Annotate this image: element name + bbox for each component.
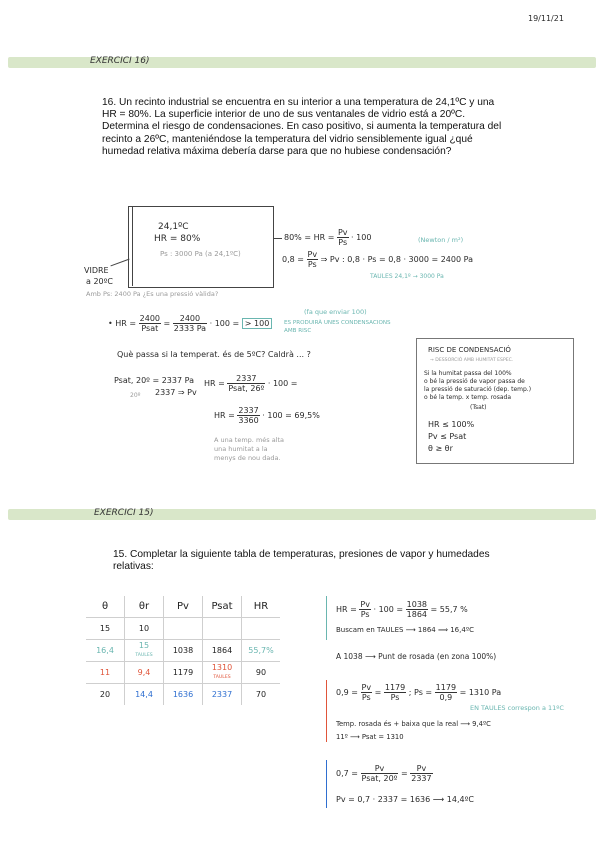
w4-frac-2 bbox=[384, 683, 406, 702]
w4-frac-3 bbox=[435, 683, 457, 702]
hr-den-2: 2333 Pa bbox=[173, 324, 207, 333]
table-cell-sub: TAULES bbox=[135, 652, 153, 658]
risc-l1: Si la humitat passa del 100% bbox=[424, 370, 512, 377]
table-cell-sub: TAULES bbox=[213, 674, 231, 680]
eq2 bbox=[282, 250, 473, 269]
work-5: EN TAULES correspon a 11ºC bbox=[470, 704, 564, 712]
margin-line-red bbox=[326, 680, 327, 742]
data-table bbox=[86, 596, 280, 705]
table-cell bbox=[203, 618, 242, 640]
w8-left: 0,7 = bbox=[336, 769, 358, 778]
work-2: Buscam en TAULES ⟶ 1864 ⟹ 16,4ºC bbox=[336, 626, 475, 634]
w4-den: Ps bbox=[361, 693, 371, 702]
eq2-right: ⇒ Pv : 0,8 · Ps = 0,8 · 3000 = 2400 Pa bbox=[320, 255, 473, 264]
note-right-3: AMB RISC bbox=[284, 328, 312, 334]
w4-right: ; Ps = bbox=[408, 688, 433, 697]
hr2 bbox=[204, 374, 297, 393]
hr-eq: = bbox=[163, 319, 171, 328]
gray-note-3: menys de nou dada. bbox=[214, 454, 281, 462]
glass-label-1: VIDRE bbox=[84, 266, 109, 275]
table-cell: 2337 bbox=[203, 684, 242, 706]
w8-num-2: Pv bbox=[410, 764, 432, 774]
eq1-right: · 100 bbox=[351, 233, 372, 242]
w1-left: HR = bbox=[336, 605, 357, 614]
table-header-row bbox=[86, 596, 280, 618]
note-taules: TAULES 24,1º → 3000 Pa bbox=[370, 273, 444, 280]
hr-line-left: • HR = bbox=[108, 319, 137, 328]
table-cell bbox=[125, 640, 164, 662]
gray-note-1: A una temp. més alta bbox=[214, 436, 285, 444]
date: 19/11/21 bbox=[528, 14, 564, 23]
hr2-den: Psat, 26º bbox=[228, 384, 265, 393]
w4-den-2: Ps bbox=[390, 693, 400, 702]
note-right-2: ES PRODUIRÀ UNES CONDENSACIONS bbox=[284, 320, 391, 326]
room-ps: Ps : 3000 Pa (a 24,1ºC) bbox=[160, 250, 241, 258]
w1-mid: · 100 = bbox=[373, 605, 404, 614]
hr-num-1: 2400 bbox=[139, 314, 160, 323]
risc-l2: o bé la pressió de vapor passa de bbox=[424, 378, 525, 385]
table-header-cell: θr bbox=[125, 596, 164, 618]
note-newton: (Newton / m²) bbox=[418, 236, 464, 244]
w4-res: = 1310 Pa bbox=[459, 688, 502, 697]
room-hr: HR = 80% bbox=[154, 234, 201, 244]
risc-f3: θ ≥ θr bbox=[428, 444, 453, 453]
hr3-left: HR = bbox=[214, 411, 235, 420]
risc-l3: la pressió de saturació (dep. temp.) bbox=[424, 386, 532, 393]
risc-f1: HR ≤ 100% bbox=[428, 420, 475, 429]
w1-num: Pv bbox=[360, 600, 370, 609]
problem-15-text: 15. Completar la siguiente tabla de temperaturas, presiones de vapor y humedades relativas: bbox=[113, 549, 490, 573]
hr-right: · 100 = bbox=[209, 319, 240, 328]
question-5c: Què passa si la temperat. és de 5ºC? Caldrà ... ? bbox=[117, 350, 311, 359]
table-row bbox=[86, 640, 280, 662]
w1-frac-1 bbox=[359, 600, 371, 619]
table-cell bbox=[164, 618, 203, 640]
hr-frac-1 bbox=[139, 314, 161, 333]
work-4 bbox=[336, 683, 501, 702]
w8-den: Psat, 20º bbox=[361, 774, 398, 783]
eq2-den: Ps bbox=[307, 260, 317, 269]
psat-sub: 20º bbox=[130, 392, 141, 399]
risc-title: RISC DE CONDENSACIÓ bbox=[428, 346, 511, 354]
table-cell-value: 1310 bbox=[211, 662, 233, 672]
w4-frac-1 bbox=[361, 683, 373, 702]
table-header-cell: Psat bbox=[203, 596, 242, 618]
risc-sub: → DESSORCIÓ AMB HUMITAT ESPEC. bbox=[430, 358, 514, 363]
gray-note-2: una humitat a la bbox=[214, 445, 268, 453]
w4-num: Pv bbox=[361, 683, 372, 692]
risc-l5: (Tsat) bbox=[470, 404, 487, 411]
hr2-right: · 100 = bbox=[267, 379, 298, 388]
section-header-ex15: EXERCICI 15) bbox=[94, 508, 154, 518]
w4-num-2: 1179 bbox=[384, 683, 406, 692]
w1-den: Ps bbox=[360, 610, 370, 619]
w8-mid: = bbox=[401, 769, 408, 778]
table-cell: 90 bbox=[242, 662, 281, 684]
w1-frac-2 bbox=[406, 600, 428, 619]
risc-l4: o bé la temp. x temp. rosada bbox=[424, 394, 512, 401]
work-8 bbox=[336, 764, 433, 783]
table-cell: 55,7% bbox=[242, 640, 281, 662]
w1-right: = 55,7 % bbox=[430, 605, 468, 614]
table-header-cell: Pv bbox=[164, 596, 203, 618]
hr2-frac bbox=[227, 374, 265, 393]
w1-den-2: 1864 bbox=[406, 610, 427, 619]
hr-den-1: Psat bbox=[141, 324, 159, 333]
work-9: Pv = 0,7 · 2337 = 1636 ⟶ 14,4ºC bbox=[336, 795, 474, 804]
table-row bbox=[86, 662, 280, 684]
table-cell: 1179 bbox=[164, 662, 203, 684]
hr3-right: · 100 = 69,5% bbox=[262, 411, 320, 420]
table-cell: 9,4 bbox=[125, 662, 164, 684]
work-3: A 1038 ⟶ Punt de rosada (en zona 100%) bbox=[336, 652, 497, 661]
hr3-num: 2337 bbox=[238, 406, 259, 415]
table-cell bbox=[242, 618, 281, 640]
margin-line-blue bbox=[326, 760, 327, 808]
hr-frac-2 bbox=[173, 314, 207, 333]
room-diagram bbox=[128, 206, 274, 288]
w4-num-3: 1179 bbox=[435, 683, 457, 692]
table-cell: 70 bbox=[255, 690, 267, 699]
hr3 bbox=[214, 406, 320, 425]
risc-f2: Pv ≤ Psat bbox=[428, 432, 467, 441]
psat-line bbox=[114, 376, 194, 385]
w8-frac-1 bbox=[361, 764, 399, 783]
eq1 bbox=[284, 228, 371, 247]
hr3-frac bbox=[237, 406, 259, 425]
table-cell: 10 bbox=[125, 618, 164, 640]
glass-label-2: a 20ºC bbox=[86, 277, 113, 286]
table-row bbox=[86, 684, 280, 706]
hr-result: > 100 bbox=[242, 318, 273, 329]
w4-left: 0,9 = bbox=[336, 688, 358, 697]
section-header-ex16: EXERCICI 16) bbox=[90, 56, 150, 66]
work-6: Temp. rosada és + baixa que la real ⟶ 9,4ºC bbox=[336, 720, 491, 728]
w8-den-2: 2337 bbox=[411, 774, 432, 783]
table-header-cell: θ bbox=[86, 596, 125, 618]
w1-num-2: 1038 bbox=[406, 600, 427, 609]
table-cell-value: 15 bbox=[138, 640, 150, 650]
hr-num-2: 2400 bbox=[173, 314, 207, 324]
work-1 bbox=[336, 600, 468, 619]
note-right-1: (fa que enviar 100) bbox=[304, 308, 367, 316]
psat-arrow: 2337 ⇒ Pv bbox=[155, 388, 197, 397]
table-cell: 20 bbox=[86, 684, 125, 706]
eq2-frac bbox=[307, 250, 319, 269]
eq1-num: Pv bbox=[337, 228, 348, 237]
problem-16-text: 16. Un recinto industrial se encuentra en su interior a una temperatura de 24,1ºC y una HR = 80%. La superficie interior de uno de sus ventanales de vidrio está a 20ºC. Determina el riesgo de condensaciones. En caso positivo, si aumenta la temperatura del recinto a 26ºC, manteniéndose la temperatura del vidrio sensiblemente igual ¿qué humedad relativa máxima debería darse para que no hubiese condensación? bbox=[102, 97, 502, 157]
hr2-left: HR = bbox=[204, 379, 225, 388]
glass-ps: Amb Ps: 2400 Pa ¿Es una pressió vàlida? bbox=[86, 290, 219, 298]
margin-line-teal bbox=[326, 596, 327, 640]
psat-value: 2337 Pa bbox=[161, 376, 194, 385]
glass-pane bbox=[128, 206, 133, 286]
psat-label: Psat, 20º = bbox=[114, 376, 160, 385]
table-cell: 1636 bbox=[164, 684, 203, 706]
w4-den-3: 0,9 bbox=[439, 693, 453, 702]
room-temp: 24,1ºC bbox=[158, 222, 189, 232]
table-cell: 1864 bbox=[203, 640, 242, 662]
eq2-left: 0,8 = bbox=[282, 255, 304, 264]
work-7: 11º ⟶ Psat = 1310 bbox=[336, 733, 404, 741]
eq2-num: Pv bbox=[307, 250, 318, 259]
room-to-eq-arrow bbox=[274, 238, 282, 239]
w8-num: Pv bbox=[361, 764, 399, 774]
table-cell: 14,4 bbox=[125, 684, 164, 706]
table-cell: 15 bbox=[86, 618, 125, 640]
eq1-frac bbox=[337, 228, 349, 247]
eq1-den: Ps bbox=[338, 238, 348, 247]
table-header-cell: HR bbox=[242, 596, 281, 618]
hr2-num: 2337 bbox=[227, 374, 265, 384]
hr-line bbox=[108, 314, 272, 333]
w8-frac-2 bbox=[410, 764, 432, 783]
table-cell: 1038 bbox=[164, 640, 203, 662]
hr3-den: 3360 bbox=[238, 416, 259, 425]
table-cell: 16,4 bbox=[86, 640, 125, 662]
table-cell: 11 bbox=[86, 662, 125, 684]
table-row bbox=[86, 618, 280, 640]
table-cell bbox=[203, 662, 242, 684]
glass-arrow bbox=[110, 259, 129, 267]
w4-mid: = bbox=[374, 688, 382, 697]
eq1-left: 80% = HR = bbox=[284, 233, 335, 242]
